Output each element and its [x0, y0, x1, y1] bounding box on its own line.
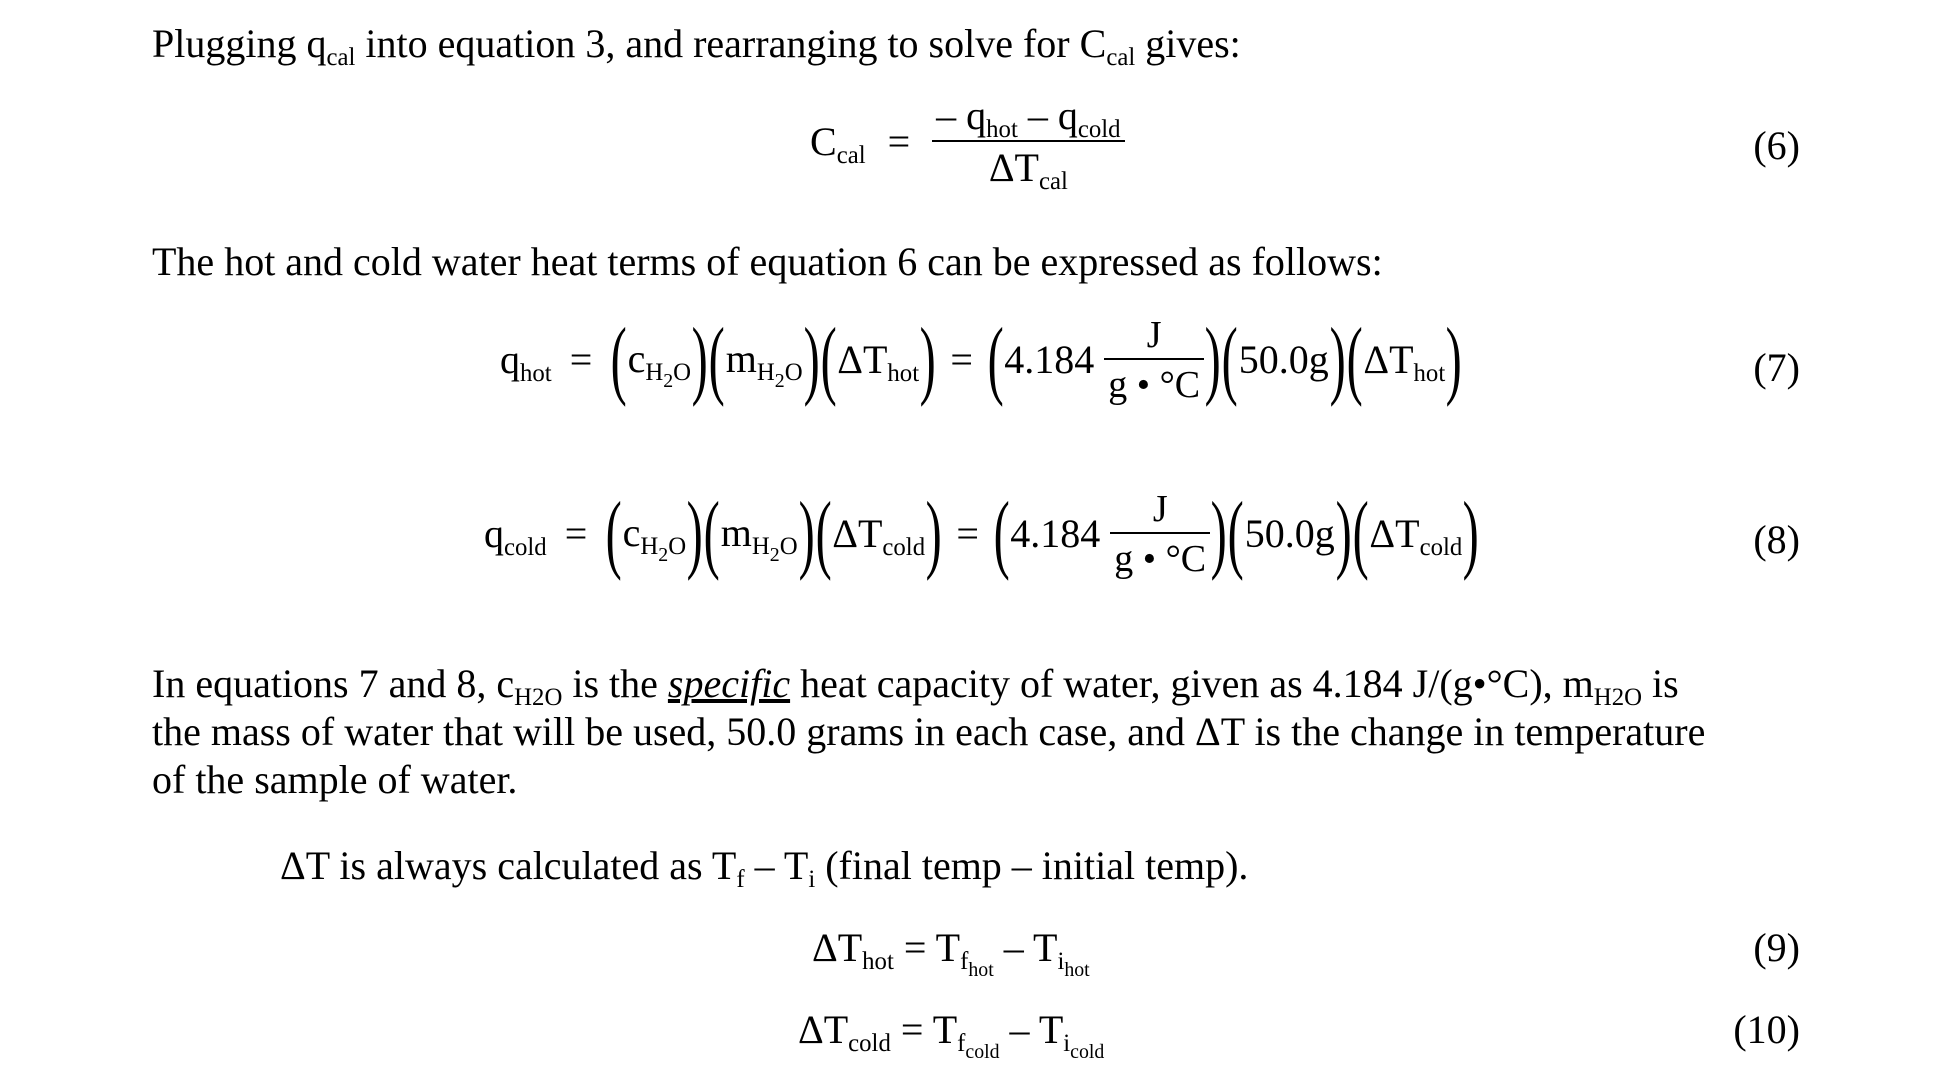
equation-number-9: (9)	[1753, 925, 1800, 970]
intro-paragraph: Plugging $q_{cal}$ into equation 3, and rearranging to solve for $C_{cal}$ gives:	[152, 21, 1241, 71]
equation-7: $q_{hot} = (c_{H_2O})(m_{H_2O})(\Delta T_{hot}) = (4.184$ $\frac{J}{g • ^\circ C}$ )$(50.0g)(\Delta T_{hot})$	[500, 311, 1462, 408]
equation-number-10: (10)	[1733, 1007, 1800, 1052]
equation-10: $\Delta T_{cold} = T_{f_{cold}} - T_{i_{cold}}$	[798, 1007, 1105, 1063]
equation-6: $C_{cal}$ = $\frac{- q_{hot} - q_{cold}}{\Delta T_{cal}}$	[810, 96, 1125, 188]
equation-number-6: (6)	[1753, 123, 1800, 168]
equation-number-7: (7)	[1753, 345, 1800, 390]
equation-9: $\Delta T_{hot} = T_{f_{hot}} - T_{i_{hot}}$	[812, 925, 1090, 981]
specific-emphasis: specific	[667, 661, 791, 706]
paragraph-delta-t: ΔT is always calculated as $T_f - T_i$ (final temp – initial temp).	[280, 843, 1249, 893]
paragraph-heat-terms: The hot and cold water heat terms of equation 6 can be expressed as follows:	[152, 239, 1383, 284]
equation-8: $q_{cold} = (c_{H_2O})(m_{H_2O})(\Delta T_{cold}) = (4.184$ $\frac{J}{g • ^\circ C}$ )$(50.0g)(\Delta T_{cold})$	[484, 485, 1479, 582]
equation-number-8: (8)	[1753, 517, 1800, 562]
eq6-lhs: $C_{cal}$	[810, 119, 866, 169]
paragraph-definitions: In equations 7 and 8, $c_{H2O}$ is the specific heat capacity of water, given as 4.184 J/(g•°C), $m_{H2O}$ is the mass of water that will be used, 50.0 grams in each case, and ΔT is the change in temperature of the sample of water.	[152, 661, 1706, 802]
eq6-fraction: $\frac{- q_{hot} - q_{cold}}{\Delta T_{cal}}$	[932, 96, 1124, 188]
